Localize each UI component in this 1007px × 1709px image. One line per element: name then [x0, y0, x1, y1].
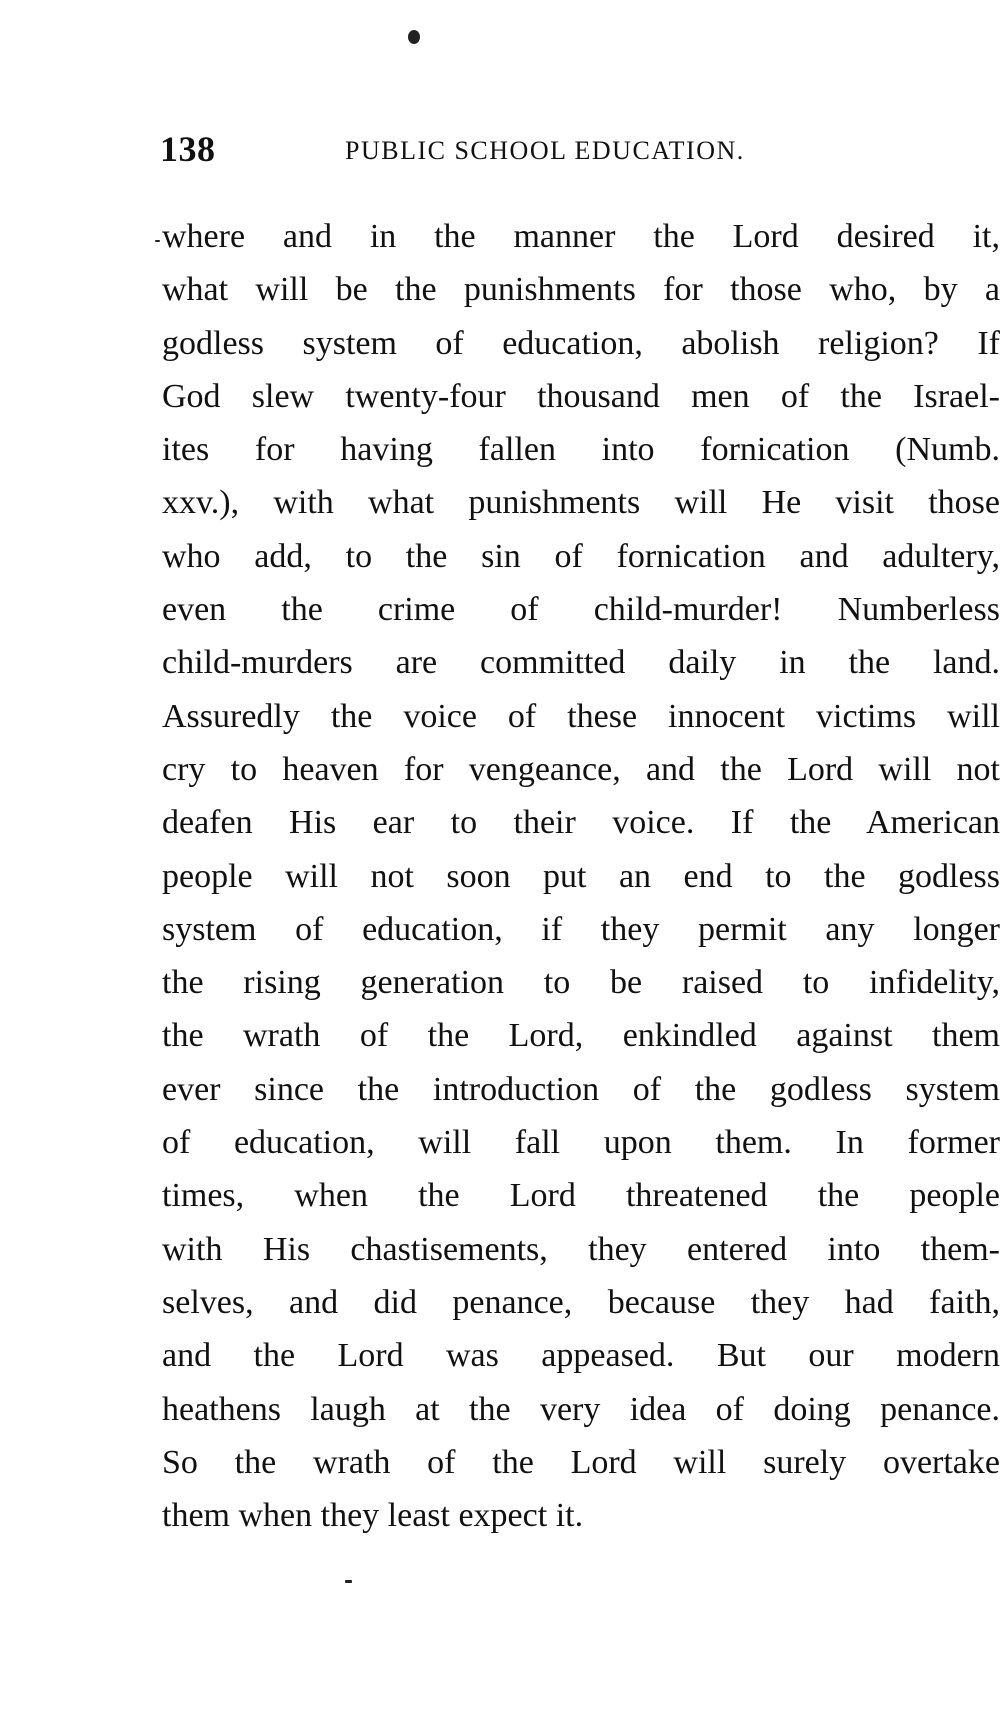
- text-line: even the crime of child-murder! Numberless: [162, 591, 1000, 629]
- text-line: with His chastisements, they entered into them-: [162, 1230, 1000, 1268]
- body-paragraph: [162, 210, 1000, 1542]
- text-line: the wrath of the Lord, enkindled against them: [162, 1017, 1000, 1055]
- page-header: [160, 128, 990, 176]
- text-line: where and in the manner the Lord desired it,: [162, 218, 1000, 255]
- text-line: and the Lord was appeased. But our modern: [162, 1337, 1000, 1375]
- text-line: times, when the Lord threatened the people: [162, 1177, 1000, 1215]
- text-line: godless system of education, abolish religion? If: [162, 324, 1000, 362]
- text-line: people will not soon put an end to the godless: [162, 857, 1000, 895]
- text-line: child-murders are committed daily in the land.: [162, 644, 1000, 682]
- text-line: who add, to the sin of fornication and adultery,: [162, 537, 1000, 575]
- ink-speck: [155, 240, 160, 242]
- ink-speck: [345, 1580, 352, 1583]
- text-line: So the wrath of the Lord will surely overtake: [162, 1443, 1000, 1481]
- text-line: ever since the introduction of the godless system: [162, 1070, 1000, 1108]
- text-line: God slew twenty-four thousand men of the Israel-: [162, 377, 1000, 415]
- running-title: PUBLIC SCHOOL EDUCATION.: [345, 136, 745, 165]
- page-number: 138: [160, 129, 216, 169]
- text-line: ites for having fallen into fornication (Numb.: [162, 431, 1000, 469]
- text-line: what will be the punishments for those who, by a: [162, 271, 1000, 309]
- text-line: of education, will fall upon them. In former: [162, 1124, 1000, 1162]
- text-line: deafen His ear to their voice. If the American: [162, 804, 1000, 842]
- text-line: heathens laugh at the very idea of doing penance.: [162, 1390, 1000, 1428]
- text-line: cry to heaven for vengeance, and the Lord will not: [162, 750, 1000, 788]
- text-line: Assuredly the voice of these innocent victims will: [162, 697, 1000, 735]
- text-line: the rising generation to be raised to infidelity,: [162, 964, 1000, 1002]
- text-line: xxv.), with what punishments will He visit those: [162, 484, 1000, 522]
- text-line: them when they least expect it.: [162, 1497, 584, 1535]
- text-line: system of education, if they permit any longer: [162, 910, 1000, 948]
- text-line: selves, and did penance, because they had faith,: [162, 1283, 1000, 1321]
- ink-speck: [408, 30, 420, 44]
